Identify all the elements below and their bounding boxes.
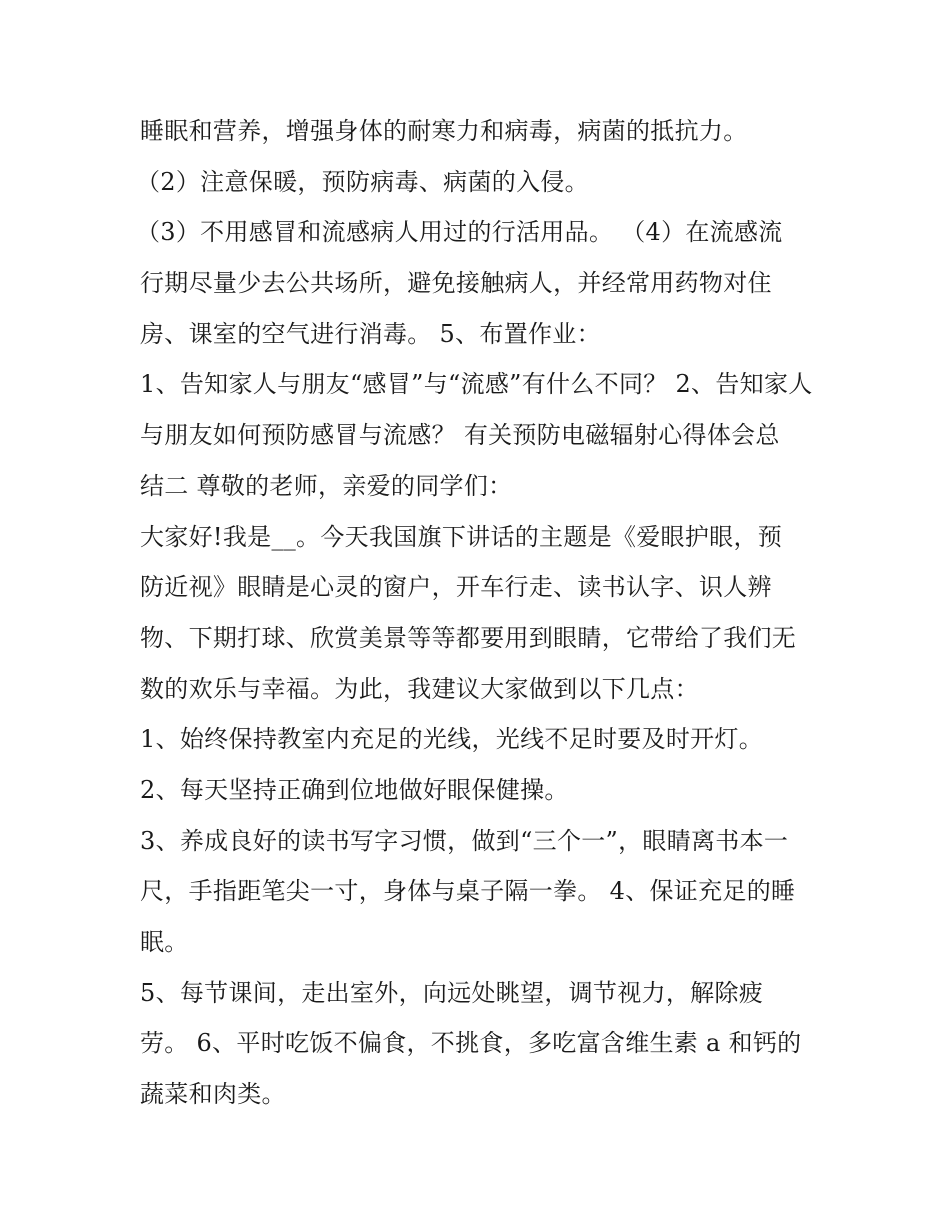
text-line-12: 数的欢乐与幸福。为此，我建议大家做到以下几点：: [140, 674, 699, 703]
text-line-9: 大家好!我是__。今天我国旗下讲话的主题是《爱眼护眼，预: [140, 522, 783, 551]
text-line-2: （2）注意保暖，预防病毒、病菌的入侵。: [136, 167, 589, 196]
text-line-20: 蔬菜和肉类。: [140, 1080, 286, 1109]
text-line-11: 物、下期打球、欣赏美景等等都要用到眼睛，它带给了我们无: [140, 623, 797, 652]
text-line-8: 结二 尊敬的老师，亲爱的同学们：: [140, 471, 513, 500]
text-line-17: 眠。: [140, 928, 189, 956]
text-line-10: 防近视》眼睛是心灵的窗户，开车行走、读书认字、识人辨: [140, 573, 772, 602]
document-body: [136, 106, 820, 1120]
text-line-7: 与朋友如何预防感冒与流感？ 有关预防电磁辐射心得体会总: [140, 421, 780, 450]
text-line-14: 2、每天坚持正确到位地做好眼保健操。: [140, 775, 569, 804]
text-line-1: 睡眠和营养，增强身体的耐寒力和病毒，病菌的抵抗力。: [140, 117, 748, 145]
text-line-18: 5、每节课间，走出室外，向远处眺望，调节视力，解除疲: [140, 978, 764, 1007]
text-line-3: （3）不用感冒和流感病人用过的行活用品。 （4）在流感流: [136, 218, 783, 247]
text-line-5: 房、课室的空气进行消毒。 5、布置作业：: [140, 319, 601, 348]
text-line-19: 劳。 6、平时吃饭不偏食，不挑食，多吃富含维生素 a 和钙的: [140, 1029, 802, 1058]
text-line-13: 1、始终保持教室内充足的光线，光线不足时要及时开灯。: [140, 725, 764, 754]
text-line-6: 1、告知家人与朋友“感冒”与“流感”有什么不同？ 2、告知家人: [140, 370, 813, 399]
text-line-15: 3、养成良好的读书写字习惯，做到“三个一”，眼睛离书本一: [140, 826, 789, 855]
text-line-16: 尺，手指距笔尖一寸，身体与桌子隔一拳。 4、保证充足的睡: [140, 877, 796, 906]
text-line-4: 行期尽量少去公共场所，避免接触病人，并经常用药物对住: [140, 269, 772, 298]
